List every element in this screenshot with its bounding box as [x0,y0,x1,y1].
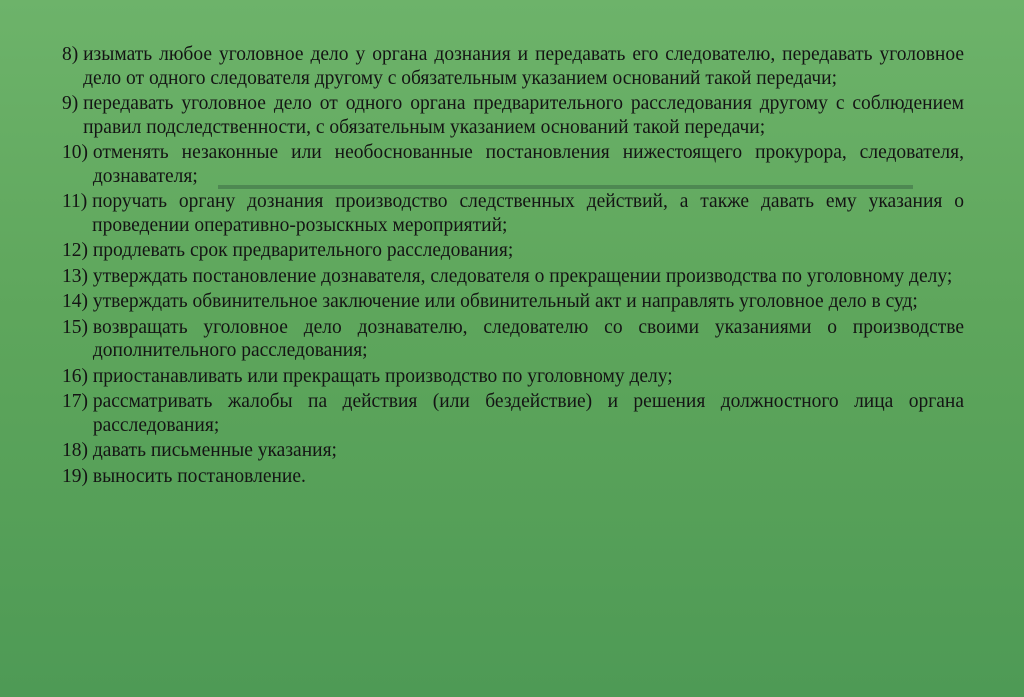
item-number: 8) [62,44,84,65]
item-number: 13) [62,265,93,287]
list-item [62,190,964,237]
item-number: 9) [62,93,84,114]
item-text: поручать органу дознания производство следственных действий, а также давать ему указания о проведении оперативно-розыскных мероприятий; [92,191,964,236]
item-number: 15) [62,316,93,338]
item-number: 10) [62,142,93,163]
list-item [62,365,964,389]
list-item [62,390,964,437]
list-item [62,265,964,289]
item-text: возвращать уголовное дело дознавателю, следователю со своими указаниями о производстве дополнительного расследования; [92,316,964,361]
item-number: 16) [62,365,93,387]
item-text: приостанавливать или прекращать производство по уголовному делу; [92,365,673,387]
item-text: рассматривать жалобы па действия (или бездействие) и решения должностного лица органа расследования; [92,391,964,436]
list-item [62,92,964,139]
item-number: 11) [62,191,93,212]
item-text: передавать уголовное дело от одного органа предварительного расследования другому с соблюдением правил подследственности, с обязательным указанием оснований такой передачи; [83,93,964,138]
item-number: 14) [62,291,93,312]
list-item [62,439,964,463]
item-number: 18) [62,440,93,461]
item-text: выносить постановление. [92,465,306,487]
list-item [62,290,964,314]
item-number: 17) [62,391,93,412]
item-text: изымать любое уголовное дело у органа дознания и передавать его следователю, передавать уголовное дело от одного следователя другому с обязательным указанием оснований такой передачи; [83,44,964,89]
item-text: утверждать обвинительное заключение или обвинительный акт и направлять уголовное дело в суд; [92,291,918,312]
item-number: 19) [62,465,93,487]
slide-content [62,43,964,490]
item-text: продлевать срок предварительного расследования; [92,240,514,261]
item-text: давать письменные указания; [92,440,337,461]
item-text: отменять незаконные или необоснованные постановления нижестоящего прокурора, следователя, дознавателя; [92,142,964,187]
list-item [62,141,964,188]
item-number: 12) [62,240,93,261]
list-item [62,43,964,90]
list-item [62,465,964,489]
item-text: утверждать постановление дознавателя, следователя о прекращении производства по уголовному делу; [92,265,953,287]
list-item [62,239,964,263]
list-item [62,316,964,363]
